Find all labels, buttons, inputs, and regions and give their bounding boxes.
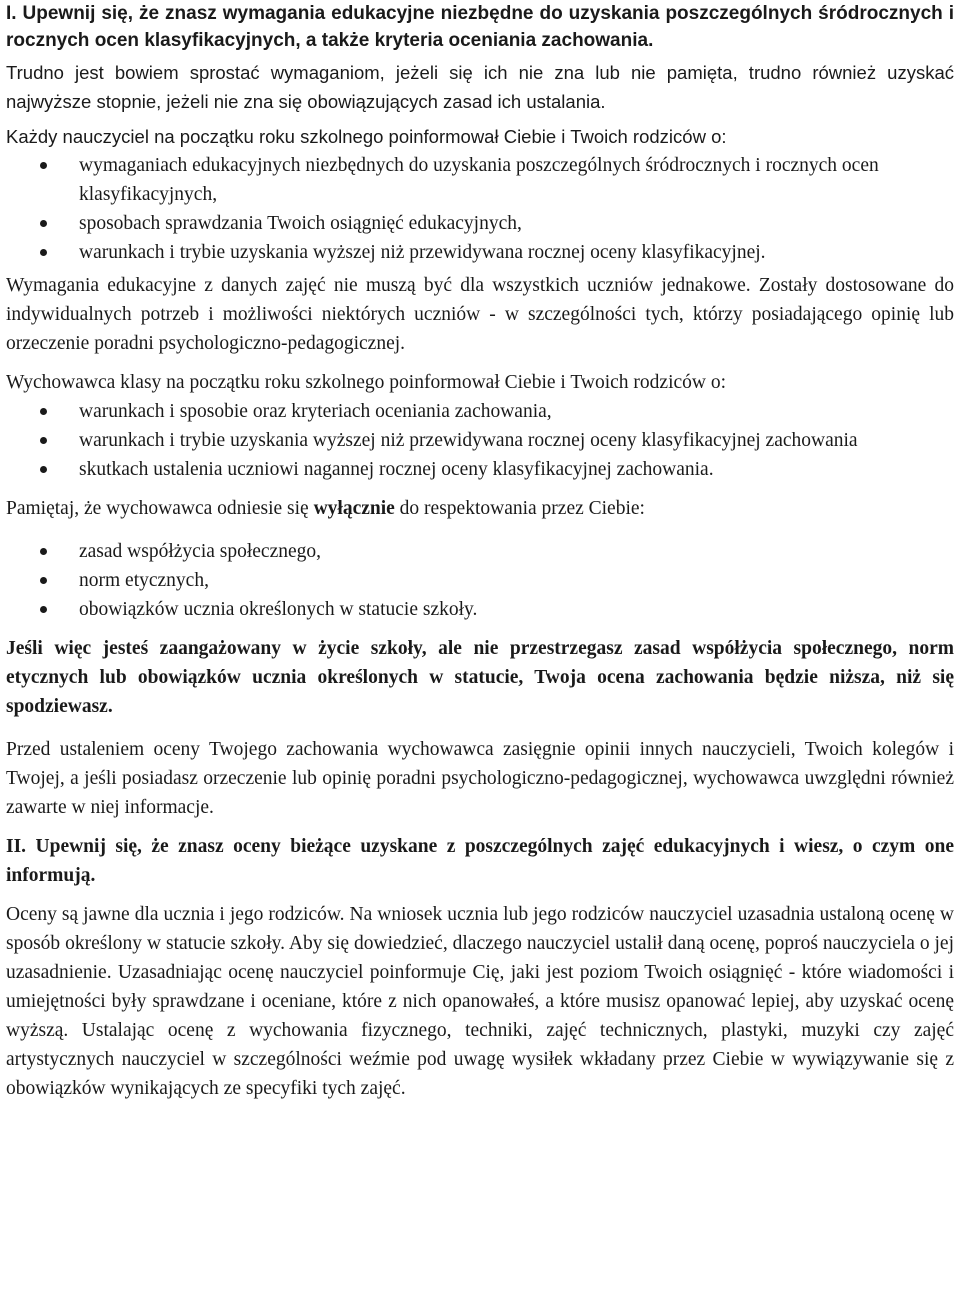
list-item: norm etycznych, [6,566,954,595]
bullet-icon [40,548,47,555]
section-1-intro: Trudno jest bowiem sprostać wymaganiom, jeżeli się ich nie zna lub nie pamięta, trudno również uzyskać najwyższe stopnie, jeżeli nie zna się obowiązujących zasad ich ustalania. [6,62,954,112]
bullet-icon [40,577,47,584]
list-item: wymaganiach edukacyjnych niezbędnych do uzyskania poszczególnych śródrocznych i rocznych ocen klasyfikacyjnych, [6,151,954,209]
list-item: warunkach i trybie uzyskania wyższej niż przewidywana rocznej oceny klasyfikacyjnej. [6,238,954,267]
section-2-body: Oceny są jawne dla ucznia i jego rodziców. Na wniosek ucznia lub jego rodziców nauczyciel uzasadnia ustaloną ocenę w sposób określony w statucie szkoły. Aby się dowiedzieć, dlaczego nauczyciel ustalił daną ocenę, poproś nauczyciela o jej uzasadnienie. Uzasadniając ocenę nauczyciel poinformuje Cię, jaki jest poziom Twoich osiągnięć - które wiadomości i umiejętności były sprawdzane i oceniane, które z nich opanowałeś, a które musisz opanować lepiej, aby uzyskać ocenę wyższą. Ustalając ocenę z wychowania fizycznego, techniki, zajęć technicznych, plastyki, muzyki czy zajęć artystycznych nauczyciel w szczególności weźmie pod uwagę wysiłek wkładany przez Ciebie w wywiązywanie się z obowiązków wynikających ze specyfiki tych zajęć. [6,904,954,1099]
requirements-note: Wymagania edukacyjne z danych zajęć nie muszą być dla wszystkich uczniów jednakowe. Zostały dostosowane do indywidualnych potrzeb i możliwości niektórych uczniów - w szczególności tych, którzy posiadającego opinię lub orzeczenie poradni psychologiczno-pedagogicznej. [6,275,954,354]
teacher-intro: Każdy nauczyciel na początku roku szkolnego poinformował Ciebie i Twoich rodziców o: [6,126,727,147]
section-1-heading: I. Upewnij się, że znasz wymagania edukacyjne niezbędne do uzyskania poszczególnych śródrocznych i rocznych ocen klasyfikacyjnych, a także kryteria oceniania zachowania. [6,3,954,51]
list-item: warunkach i trybie uzyskania wyższej niż przewidywana rocznej oceny klasyfikacyjnej zachowania [6,426,954,455]
bullet-icon [40,220,47,227]
list-item: warunkach i sposobie oraz kryteriach oceniania zachowania, [6,397,954,426]
list-item: obowiązków ucznia określonych w statucie szkoły. [6,595,954,624]
warning-paragraph: Jeśli więc jesteś zaangażowany w życie szkoły, ale nie przestrzegasz zasad współżycia społecznego, norm etycznych lub obowiązków ucznia określonych w statucie, Twoja ocena zachowania będzie niższa, niż się spodziewasz. [6,638,954,717]
list-item: zasad współżycia społecznego, [6,537,954,566]
list-item: sposobach sprawdzania Twoich osiągnięć edukacyjnych, [6,209,954,238]
bullet-icon [40,606,47,613]
remember-emphasis: wyłącznie [313,498,395,519]
tutor-list [6,397,954,484]
bullet-icon [40,249,47,256]
bullet-icon [40,437,47,444]
bullet-icon [40,162,47,169]
remember-list [6,537,954,624]
opinion-paragraph: Przed ustaleniem oceny Twojego zachowania wychowawca zasięgnie opinii innych nauczycieli, Twoich kolegów i Twojej, a jeśli posiadasz orzeczenie lub opinię poradni psychologiczno-pedagogicznej, wychowawca uwzględni również zawarte w niej informacje. [6,739,954,818]
bullet-icon [40,408,47,415]
tutor-intro: Wychowawca klasy na początku roku szkolnego poinformował Ciebie i Twoich rodziców o: [6,372,727,393]
bullet-icon [40,466,47,473]
list-item: skutkach ustalenia uczniowi nagannej rocznej oceny klasyfikacyjnej zachowania. [6,455,954,484]
remember-paragraph: Pamiętaj, że wychowawca odniesie się wyłącznie do respektowania przez Ciebie: [6,498,645,519]
teacher-list [6,151,954,267]
section-2-heading: II. Upewnij się, że znasz oceny bieżące uzyskane z poszczególnych zajęć edukacyjnych i wiesz, o czym one informują. [6,836,954,886]
